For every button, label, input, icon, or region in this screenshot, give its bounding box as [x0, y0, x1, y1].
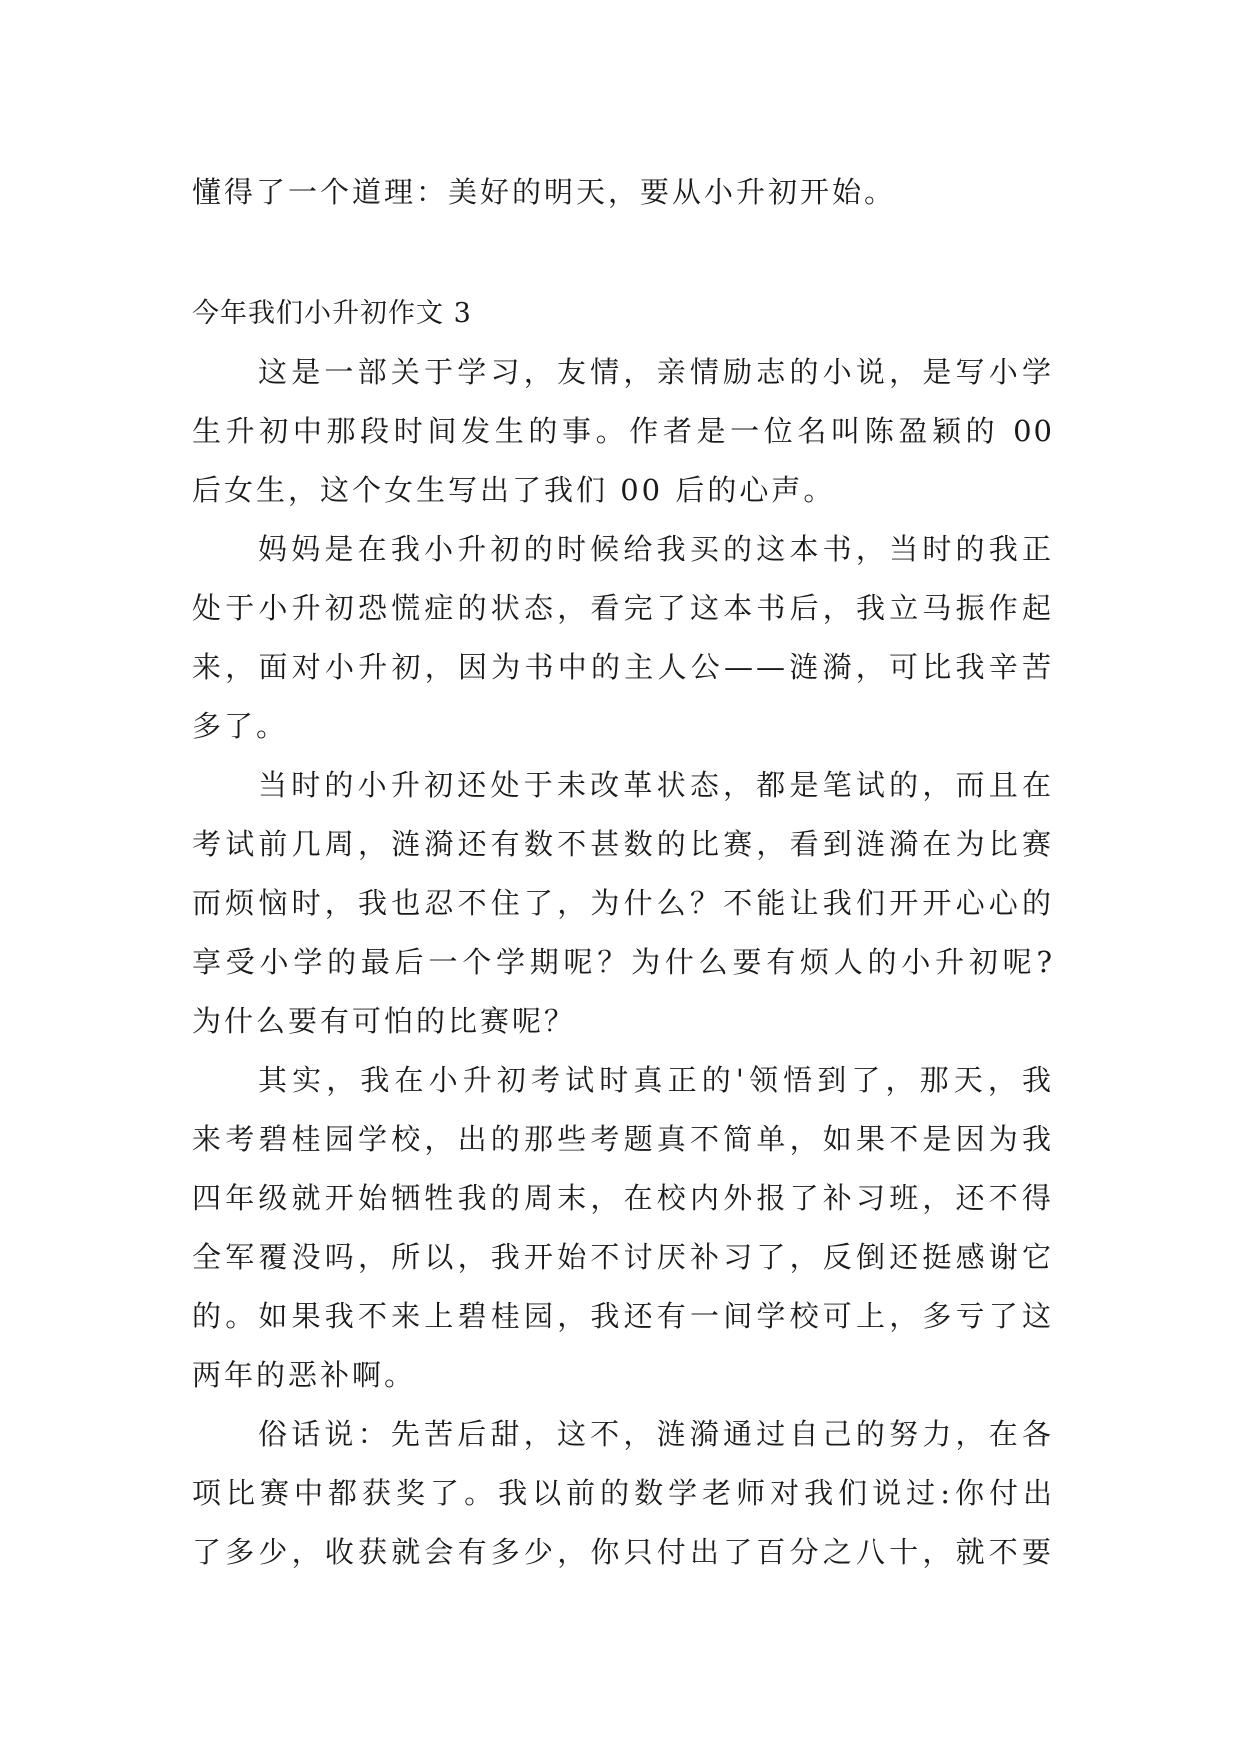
paragraph-line: 当时的小升初还处于未改革状态，都是笔试的，而且在 [258, 768, 1054, 802]
paragraph-line: 来考碧桂园学校，出的那些考题真不简单，如果不是因为我 [192, 1122, 1054, 1156]
paragraph-line: 项比赛中都获奖了。我以前的数学老师对我们说过:你付出 [192, 1476, 1054, 1510]
blank-line [192, 222, 1054, 284]
paragraph-line: 全军覆没吗，所以，我开始不讨厌补习了，反倒还挺感谢它 [192, 1240, 1054, 1274]
paragraph-line: 的。如果我不来上碧桂园，我还有一间学校可上，多亏了这 [192, 1299, 1054, 1333]
section-title: 今年我们小升初作文 3 [192, 298, 472, 329]
lead-line: 懂得了一个道理：美好的明天，要从小升初开始。 [192, 175, 897, 209]
document-body [192, 163, 1054, 1582]
paragraph-line: 妈妈是在我小升初的时候给我买的这本书，当时的我正 [258, 532, 1054, 566]
paragraph-line: 享受小学的最后一个学期呢？为什么要有烦人的小升初呢? [192, 945, 1054, 979]
paragraph-line: 生升初中那段时间发生的事。作者是一位名叫陈盈颖的 00 [192, 414, 1054, 448]
paragraph-line: 俗话说：先苦后甜，这不，涟漪通过自己的努力，在各 [258, 1417, 1054, 1451]
paragraph-line: 后女生，这个女生写出了我们 00 后的心声。 [192, 473, 836, 507]
paragraph-line: 其实，我在小升初考试时真正的'领悟到了，那天，我 [258, 1063, 1054, 1097]
paragraph-line: 两年的恶补啊。 [192, 1358, 417, 1392]
paragraph-line: 而烦恼时，我也忍不住了，为什么？不能让我们开开心心的 [192, 886, 1054, 920]
paragraph-4 [192, 1051, 1054, 1405]
paragraph-line: 为什么要有可怕的比赛呢？ [192, 1004, 577, 1038]
paragraph-1 [192, 343, 1054, 520]
paragraph-line: 了多少，收获就会有多少，你只付出了百分之八十，就不要 [192, 1535, 1054, 1569]
paragraph-line: 这是一部关于学习，友情，亲情励志的小说，是写小学 [258, 355, 1054, 389]
paragraph-line: 四年级就开始牺牲我的周末，在校内外报了补习班，还不得 [192, 1181, 1054, 1215]
paragraph-line: 处于小升初恐慌症的状态，看完了这本书后，我立马振作起 [192, 591, 1054, 625]
paragraph-3 [192, 756, 1054, 1051]
paragraph-2 [192, 520, 1054, 756]
paragraph-line: 考试前几周，涟漪还有数不甚数的比赛，看到涟漪在为比赛 [192, 827, 1054, 861]
paragraph-line: 多了。 [192, 709, 289, 743]
paragraph-line: 来，面对小升初，因为书中的主人公——涟漪，可比我辛苦 [192, 650, 1054, 684]
paragraph-5 [192, 1405, 1054, 1582]
